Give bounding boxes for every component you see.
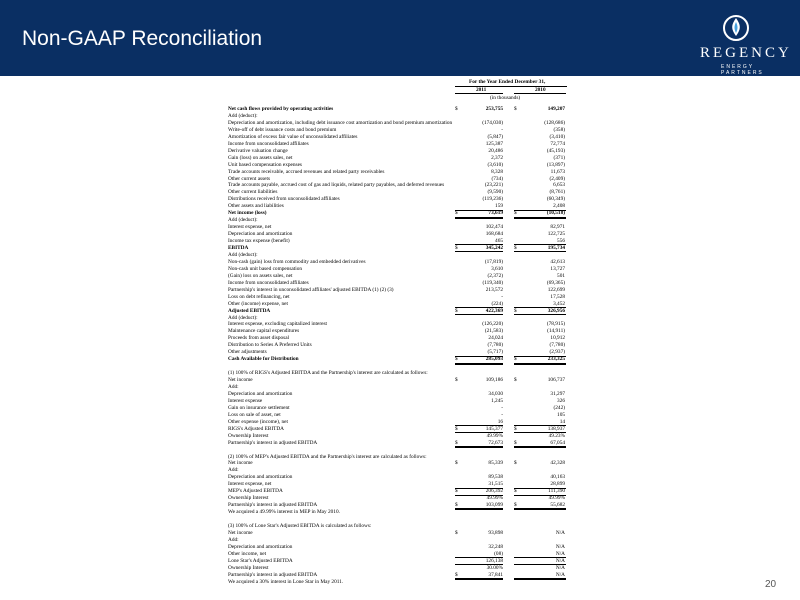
row-label: RIGS's Adjusted EBITDA (228, 425, 284, 432)
row-label: Gain (loss) on assets sales, net (228, 154, 293, 161)
row-label: Net cash flows provided by operating activities (228, 106, 334, 112)
row-label: Income from unconsolidated affiliates (228, 140, 309, 147)
row-label: Other adjustments (228, 349, 267, 356)
value-2010: 13,727 (550, 265, 565, 272)
currency-symbol: $ (455, 502, 458, 509)
row-label: Add: (228, 467, 239, 474)
row-label: Gain on insurance settlement (228, 404, 290, 411)
double-underline (514, 364, 566, 365)
slide-title: Non-GAAP Reconciliation (22, 27, 263, 50)
value-2011: 85,339 (488, 460, 503, 467)
row-label: Maintenance capital expenditures (228, 328, 300, 335)
value-2011: 24,024 (488, 335, 503, 342)
value-2010: 28,899 (550, 481, 565, 488)
value-2010: 326 (557, 397, 565, 404)
currency-symbol: $ (455, 439, 458, 446)
row-label: We acquired a 30% interest in Lone Star in May 2011. (228, 578, 344, 585)
double-underline (514, 509, 566, 510)
value-2011: 20,486 (488, 147, 503, 154)
logo-tagline: ENERGY PARTNERS (721, 64, 764, 76)
value-2011: (2,372) (487, 272, 503, 279)
currency-symbol: $ (514, 488, 517, 495)
row-label: Net income (228, 377, 253, 384)
value-2010: 233,325 (547, 356, 565, 363)
row-label: Depreciation and amortization (228, 231, 293, 238)
value-2011: (23,221) (484, 182, 503, 189)
value-2011: 3,610 (491, 265, 503, 272)
currency-symbol: $ (514, 106, 517, 112)
row-label: (Gain) loss on assets sales, net (228, 272, 293, 279)
double-underline (455, 447, 503, 448)
value-2010: (358) (553, 126, 565, 133)
value-2010: 55,682 (550, 502, 565, 509)
value-2010: 122,725 (547, 231, 565, 238)
row-label: Depreciation and amortization, including debt issuance cost amortization and bond premium amortization (228, 119, 453, 126)
value-2010: 49.99% (548, 495, 565, 502)
row-label: Derivative valuation change (228, 147, 288, 154)
value-2010: (7,780) (549, 342, 565, 349)
value-2011: 422,369 (485, 307, 503, 314)
value-2011: (17,819) (484, 258, 503, 265)
value-2011: (224) (491, 300, 503, 307)
value-2010: 111,390 (548, 488, 565, 495)
currency-symbol: $ (514, 356, 517, 363)
row-label: Net income (228, 529, 253, 536)
currency-symbol: $ (455, 307, 458, 314)
row-label: Partnership's interest in adjusted EBITDA (228, 571, 318, 578)
currency-symbol: $ (514, 425, 517, 432)
currency-symbol: $ (455, 210, 458, 217)
total-underline (514, 251, 566, 252)
row-label: Write-off of debt issuance costs and bond premium (228, 126, 337, 133)
value-2010: N/A (555, 543, 565, 550)
col-2011-underline (455, 93, 503, 94)
row-label: Net income (loss) (228, 210, 267, 217)
value-2010: 72,774 (550, 140, 565, 147)
col-2010-header: 2010 (535, 87, 546, 93)
row-label: Other (income) expense, net (228, 300, 289, 307)
row-label: Proceeds from asset disposal (228, 335, 290, 342)
double-underline (514, 579, 566, 580)
value-2011: - (501, 293, 503, 300)
currency-symbol: $ (455, 245, 458, 251)
row-label: Partnership's interest in unconsolidated affiliates' adjusted EBITDA (1) (2) (3) (228, 286, 394, 293)
currency-symbol: $ (455, 571, 458, 578)
currency-symbol: $ (455, 106, 458, 112)
currency-symbol: $ (455, 425, 458, 432)
row-label: MEP's Adjusted EBITDA (228, 488, 283, 495)
value-2010: (78,915) (546, 321, 565, 328)
row-label: Interest expense, net (228, 224, 272, 231)
row-label: Interest expense, net (228, 481, 272, 488)
value-2011: 32,248 (488, 543, 503, 550)
row-label: Distributions received from unconsolidated affiliates (228, 196, 340, 203)
value-2011: (08) (494, 550, 503, 557)
value-2011: 285,093 (485, 356, 503, 363)
row-label: Interest expense (228, 397, 263, 404)
value-2010: 105 (557, 411, 565, 418)
currency-symbol: $ (514, 439, 517, 446)
value-2010: 10,912 (550, 335, 565, 342)
value-2010: 556 (557, 238, 565, 245)
row-label: Income from unconsolidated affiliates (228, 279, 309, 286)
row-label: Add (deduct): (228, 112, 258, 119)
double-underline (455, 579, 503, 580)
value-2010: (14,911) (547, 328, 565, 335)
double-underline (455, 218, 503, 219)
value-2010: 31,297 (550, 390, 565, 397)
value-2011: (7,780) (487, 342, 503, 349)
value-2011: 49.99% (486, 495, 503, 502)
value-2010: (60,349) (546, 196, 565, 203)
row-label: Add: (228, 536, 239, 543)
total-underline (455, 314, 503, 315)
value-2011: (119,340) (482, 279, 503, 286)
row-label: Depreciation and amortization (228, 390, 293, 397)
period-header: For the Year Ended December 31, (469, 79, 546, 85)
row-label: EBITDA (228, 245, 249, 251)
header-divider (455, 86, 567, 87)
value-2010: N/A (555, 550, 565, 557)
value-2011: (734) (491, 175, 503, 182)
row-label: Ownership Interest (228, 432, 269, 439)
row-label: Income tax expense (benefit) (228, 238, 290, 245)
value-2011: 1,245 (491, 397, 503, 404)
value-2011: 2,372 (491, 154, 503, 161)
currency-symbol: $ (514, 307, 517, 314)
double-underline (514, 218, 566, 219)
row-label: Other current liabilities (228, 189, 278, 196)
row-label: (1) 100% of RIGS's Adjusted EBITDA and the Partnership's interest are calculated as follows: (228, 370, 428, 377)
value-2011: (174,030) (482, 119, 503, 126)
value-2011: 89,538 (488, 474, 503, 481)
row-label: Trade accounts payable, accrued cost of gas and liquids, related party payables, and deferred revenues (228, 182, 445, 189)
row-label: Add: (228, 384, 239, 390)
value-2011: 465 (495, 238, 503, 245)
row-label: Interest expense, excluding capitalized interest (228, 321, 327, 328)
value-2011: 93,898 (488, 529, 503, 536)
value-2010: 195,734 (547, 245, 565, 251)
value-2010: 42,613 (550, 258, 565, 265)
value-2011: 103,099 (485, 502, 503, 509)
value-2010: (128,686) (544, 119, 565, 126)
value-2010: 40,163 (550, 474, 565, 481)
value-2011: 37,841 (488, 571, 503, 578)
row-label: Adjusted EBITDA (228, 307, 271, 314)
row-label: Depreciation and amortization (228, 543, 293, 550)
row-label: Amortization of excess fair value of unconsolidated affiliates (228, 133, 358, 140)
value-2011: 73,619 (488, 210, 503, 217)
row-label: Partnership's interest in adjusted EBITDA (228, 439, 318, 446)
value-2010: (371) (553, 154, 565, 161)
currency-symbol: $ (514, 210, 517, 217)
row-label: Partnership's interest in adjusted EBITDA (228, 502, 318, 509)
value-2010: (242) (553, 404, 565, 411)
value-2011: 253,755 (485, 106, 503, 112)
currency-symbol: $ (514, 245, 517, 251)
value-2011: 49.99% (486, 432, 503, 439)
row-label: Loss on debt refinancing, net (228, 293, 290, 300)
total-underline (514, 314, 566, 315)
value-2010: 501 (557, 272, 565, 279)
row-label: Add (deduct): (228, 217, 258, 224)
currency-symbol: $ (514, 377, 517, 384)
value-2010: N/A (555, 571, 565, 578)
value-2011: 145,377 (485, 425, 503, 432)
value-2011: 31,515 (488, 481, 503, 488)
value-2011: 345,242 (485, 245, 503, 251)
row-label: We acquired a 49.99% interest in MEP in May 2010. (228, 509, 340, 516)
double-underline (455, 364, 503, 365)
row-label: Ownership Interest (228, 564, 269, 571)
value-2010: 138,937 (547, 425, 565, 432)
value-2011: 72,673 (488, 439, 503, 446)
currency-symbol: $ (455, 488, 458, 495)
col-2010-underline (514, 93, 566, 94)
value-2011: - (501, 411, 503, 418)
row-label: Cash Available for Distribution (228, 356, 299, 363)
value-2011: (119,236) (482, 196, 503, 203)
value-2010: 3,452 (553, 300, 565, 307)
value-2010: 42,328 (550, 460, 565, 467)
value-2011: 16 (497, 418, 503, 425)
value-2010: 149,207 (547, 106, 565, 112)
row-label: Depreciation and amortization (228, 474, 293, 481)
page-number: 20 (765, 579, 777, 590)
row-label: Net income (228, 460, 253, 467)
value-2011: - (501, 404, 503, 411)
value-2010: 11,673 (550, 168, 565, 175)
value-2010: N/A (555, 529, 565, 536)
value-2010: 67,054 (550, 439, 565, 446)
row-label: Ownership Interest (228, 495, 269, 502)
value-2010: (3,410) (549, 133, 565, 140)
value-2010: 2,408 (553, 203, 565, 210)
value-2010: (2,937) (549, 349, 565, 356)
value-2011: (126,220) (482, 321, 503, 328)
value-2010: 106,737 (547, 377, 565, 384)
value-2011: 102,474 (485, 224, 503, 231)
row-label: Distribution to Series A Preferred Units (228, 342, 312, 349)
value-2011: 30.00% (486, 564, 503, 571)
currency-symbol: $ (455, 460, 458, 467)
row-label: Other expense (income), net (228, 418, 289, 425)
logo-name: REGENCY (700, 45, 792, 61)
value-2010: (13,897) (546, 161, 565, 168)
currency-symbol: $ (514, 460, 517, 467)
row-label: Trade accounts receivable, accrued revenues and related party receivables (228, 168, 385, 175)
value-2011: 109,186 (485, 377, 503, 384)
value-2010: (69,365) (546, 279, 565, 286)
row-label: Lone Star's Adjusted EBITDA (228, 557, 293, 564)
value-2011: (5,717) (487, 349, 503, 356)
value-2010: (2,409) (549, 175, 565, 182)
value-2010: N/A (555, 557, 565, 564)
row-label: Other income, net (228, 550, 267, 557)
units-label: (in thousands) (490, 95, 521, 101)
value-2010: (8,761) (549, 189, 565, 196)
row-label: (2) 100% of MEP's Adjusted EBITDA and the Partnership's interest are calculated as follows: (228, 453, 427, 460)
total-underline (455, 251, 503, 252)
value-2011: 8,328 (491, 168, 503, 175)
value-2011: (9,590) (487, 189, 503, 196)
currency-symbol: $ (455, 529, 458, 536)
value-2010: 14 (559, 418, 565, 425)
regency-flame-logo-icon (680, 8, 792, 72)
value-2010: 326,956 (547, 307, 565, 314)
value-2011: (3,610) (487, 161, 503, 168)
row-label: Non-cash (gain) loss from commodity and embedded derivatives (228, 258, 366, 265)
value-2010: 6,653 (553, 182, 565, 189)
value-2010: N/A (555, 564, 565, 571)
value-2011: 213,572 (485, 286, 503, 293)
row-label: Add (deduct): (228, 251, 258, 258)
row-label: Non-cash unit based compensation (228, 265, 302, 272)
value-2011: 34,030 (488, 390, 503, 397)
currency-symbol: $ (455, 356, 458, 363)
currency-symbol: $ (455, 377, 458, 384)
double-underline (514, 447, 566, 448)
double-underline (455, 509, 503, 510)
row-label: Loss on sale of asset, net (228, 411, 281, 418)
row-label: Add (deduct): (228, 314, 258, 321)
value-2010: (10,518) (546, 210, 565, 217)
value-2011: (5,847) (487, 133, 503, 140)
value-2011: 168,684 (485, 231, 503, 238)
value-2011: 126,138 (485, 557, 503, 564)
value-2011: 125,387 (485, 140, 503, 147)
row-label: Unit based compensation expenses (228, 161, 302, 168)
value-2010: 17,528 (550, 293, 565, 300)
value-2011: 159 (495, 203, 503, 210)
row-label: Other assets and liabilities (228, 203, 284, 210)
value-2011: 206,392 (485, 488, 503, 495)
currency-symbol: $ (514, 502, 517, 509)
value-2010: 82,971 (550, 224, 565, 231)
value-2010: 122,699 (547, 286, 565, 293)
row-label: Other current assets (228, 175, 271, 182)
col-2011-header: 2011 (476, 87, 487, 93)
value-2011: (21,583) (484, 328, 503, 335)
value-2011: - (501, 126, 503, 133)
row-label: (3) 100% of Lone Star's Adjusted EBITDA is calculated as follows: (228, 523, 372, 529)
value-2010: (45,193) (546, 147, 565, 154)
value-2010: 49.23% (548, 432, 565, 439)
